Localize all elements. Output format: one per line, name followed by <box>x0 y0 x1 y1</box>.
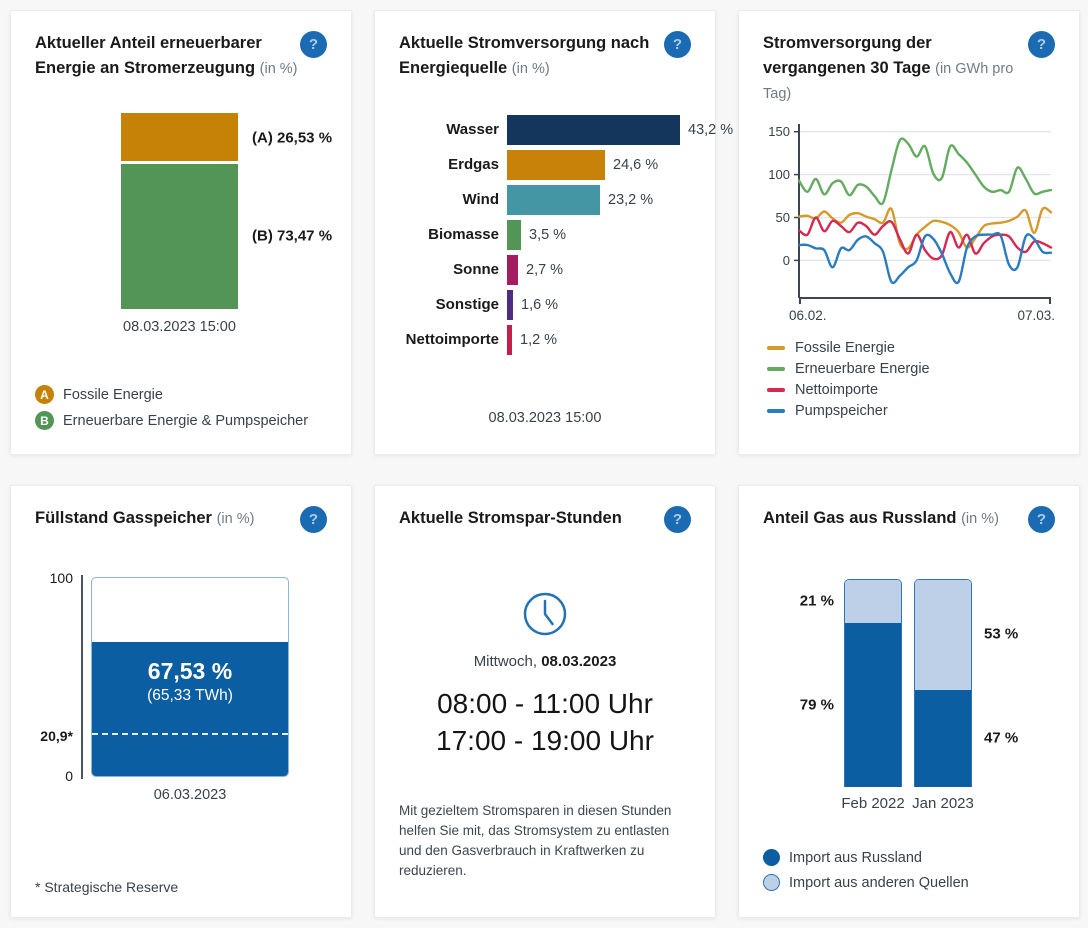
card-title-text: Aktuelle Stromspar-Stunden <box>399 509 622 527</box>
timestamp: 08.03.2023 15:00 <box>123 318 236 335</box>
card-title <box>763 506 1027 531</box>
value-label: 1,6 % <box>521 296 559 313</box>
bar-segment-fossil <box>121 113 238 165</box>
legend-label: Import aus Russland <box>789 849 922 866</box>
question-mark-icon: ? <box>308 511 319 528</box>
segment-other-sources <box>915 580 971 690</box>
legend <box>35 378 327 430</box>
card-title-text: Anteil Gas aus Russland <box>763 509 957 527</box>
help-button[interactable] <box>300 506 327 533</box>
card-renewable-share <box>10 10 352 455</box>
segment-label-a: (A) 26,53 % <box>252 129 333 147</box>
gauge-value-percent: 67,53 % <box>147 658 233 685</box>
card-title-unit: (in %) <box>259 60 298 77</box>
clock-icon <box>522 591 568 637</box>
value-bar <box>507 290 513 320</box>
category-label: Nettoimporte <box>405 331 499 348</box>
help-button[interactable] <box>1028 31 1055 58</box>
segment-other-sources <box>845 580 901 623</box>
value-label: 43,2 % <box>688 121 734 138</box>
legend-item <box>767 358 1055 379</box>
value-bar <box>507 325 512 355</box>
value-bar <box>507 220 521 250</box>
category-label: Wind <box>462 191 499 208</box>
card-title-unit: (in %) <box>511 60 550 77</box>
legend-item <box>767 400 1055 421</box>
card-title <box>35 31 299 81</box>
threshold-dashed-line <box>92 733 288 735</box>
card-header <box>399 31 691 81</box>
weekday-label: Mittwoch, <box>473 653 538 670</box>
time-range: 08:00 - 11:00 Uhr <box>437 688 653 719</box>
legend-color-dash <box>767 388 785 392</box>
supply-bar-row <box>399 150 691 180</box>
stacked-bar-jan-2023 <box>914 579 972 787</box>
legend-badge-b: B <box>35 411 54 430</box>
supply-bar-row <box>399 220 691 250</box>
axis-min-label: 0 <box>65 768 73 784</box>
legend-color-dash <box>767 346 785 350</box>
value-label: 53 % <box>984 625 1019 643</box>
y-axis-line <box>81 575 83 779</box>
card-header <box>399 506 691 533</box>
card-header <box>35 31 327 81</box>
category-label: Feb 2022 <box>841 795 905 812</box>
question-mark-icon: ? <box>672 511 683 528</box>
card-title <box>399 506 663 531</box>
footnote: * Strategische Reserve <box>35 879 179 895</box>
gauge-value <box>92 658 288 705</box>
legend-item <box>35 385 327 404</box>
date-label: 06.03.2023 <box>153 787 227 803</box>
gauge-container <box>91 577 289 777</box>
legend-item <box>763 849 1055 866</box>
legend-label: Fossile Energie <box>795 339 895 356</box>
right-value-labels <box>972 579 1055 787</box>
y-tick-label: 50 <box>775 210 790 226</box>
stacked-bar-feb-2022 <box>844 579 902 787</box>
card-title-text: Füllstand Gasspeicher <box>35 509 212 527</box>
card-header <box>763 506 1055 533</box>
category-label: Sonne <box>453 261 499 278</box>
value-bar <box>507 115 680 145</box>
stacked-columns-chart <box>763 579 1055 787</box>
card-title <box>763 31 1027 105</box>
x-tick-label: 07.03. <box>1017 308 1055 324</box>
legend-label: Pumpspeicher <box>795 402 888 419</box>
legend-badge-a: A <box>35 385 54 404</box>
axis-threshold-label: 20,9* <box>40 728 73 745</box>
supply-bar-row <box>399 255 691 285</box>
legend-item <box>767 337 1055 358</box>
category-label: Wasser <box>446 121 499 138</box>
x-tick-label: 06.02. <box>789 308 827 324</box>
card-title <box>399 31 663 81</box>
help-button[interactable] <box>664 31 691 58</box>
legend-label: Fossile Energie <box>63 386 163 403</box>
legend-color-dash <box>767 409 785 413</box>
gauge-chart <box>35 570 327 784</box>
left-value-labels <box>763 579 844 787</box>
legend-label: Import aus anderen Quellen <box>789 874 969 891</box>
legend-label: Erneuerbare Energie & Pumpspeicher <box>63 412 309 429</box>
y-tick-label: 100 <box>768 167 790 183</box>
saving-hours-times <box>399 686 691 760</box>
card-title-unit: (in %) <box>961 511 999 527</box>
time-range: 17:00 - 19:00 Uhr <box>436 724 654 756</box>
card-title <box>35 506 299 531</box>
segment-russia <box>915 690 971 787</box>
card-gas-storage <box>10 485 352 918</box>
value-label: 79 % <box>799 696 834 714</box>
value-bar <box>507 255 518 285</box>
card-title-unit: (in %) <box>216 511 255 527</box>
value-label: 24,6 % <box>613 156 659 173</box>
line-chart <box>763 121 1057 325</box>
bar-gap <box>902 579 914 787</box>
gauge-value-twh: (65,33 TWh) <box>147 687 233 705</box>
value-label: 2,7 % <box>526 261 564 278</box>
card-title-text: Aktuelle Stromversorgung nach Energiequelle <box>399 34 650 77</box>
card-supply-by-source <box>374 10 734 455</box>
description-text: Mit gezieltem Stromsparen in diesen Stunden helfen Sie mit, das Stromsystem zu entlasten und den Gasverbrauch in Kraftwerken zu reduzieren. <box>399 802 672 879</box>
value-label: 21 % <box>799 592 834 610</box>
horizontal-bar-chart <box>399 115 734 360</box>
card-header <box>35 506 327 533</box>
legend-label: Nettoimporte <box>795 381 879 398</box>
stacked-bar <box>121 113 238 309</box>
legend-item <box>35 411 327 430</box>
legend-color-dash <box>767 367 785 371</box>
value-label: 3,5 % <box>529 226 567 243</box>
value-label: 1,2 % <box>520 331 558 348</box>
current-date <box>399 653 691 670</box>
category-label: Biomasse <box>428 226 499 243</box>
supply-bar-row <box>399 115 734 145</box>
card-saving-hours <box>374 485 716 918</box>
card-title-text: Stromversorgung der vergangenen 30 Tage <box>763 34 932 77</box>
card-last-30-days <box>738 10 1080 455</box>
question-mark-icon: ? <box>1036 511 1047 528</box>
bar-segment-renewable <box>121 164 238 308</box>
y-axis-labels <box>35 570 81 784</box>
axis-max-label: 100 <box>49 570 73 586</box>
category-label: Sonstige <box>435 296 499 313</box>
category-label: Erdgas <box>448 156 499 173</box>
category-label: Jan 2023 <box>912 795 974 812</box>
y-tick-label: 150 <box>768 124 790 140</box>
legend-swatch-russia <box>763 849 780 866</box>
question-mark-icon: ? <box>672 36 683 53</box>
segment-label-b: (B) 73,47 % <box>252 227 333 245</box>
x-axis-labels <box>763 795 1055 812</box>
card-gas-from-russia <box>738 485 1080 918</box>
legend <box>763 841 1055 891</box>
help-button[interactable] <box>1028 506 1055 533</box>
card-title-text: Aktueller Anteil erneuerbarer Energie an Stromerzeugung <box>35 34 262 77</box>
question-mark-icon: ? <box>308 36 319 53</box>
legend-swatch-other <box>763 874 780 891</box>
card-header <box>763 31 1055 105</box>
legend-item <box>767 379 1055 400</box>
question-mark-icon: ? <box>1036 36 1047 53</box>
value-bar <box>507 185 600 215</box>
value-bar <box>507 150 605 180</box>
card-title-unit: (in GWh pro Tag) <box>763 60 1014 102</box>
timestamp: 08.03.2023 15:00 <box>488 410 602 426</box>
value-label: 47 % <box>984 729 1019 747</box>
supply-bar-row <box>399 185 691 215</box>
y-tick-label: 0 <box>782 253 790 269</box>
supply-bar-row <box>399 325 691 355</box>
legend-item <box>763 874 1055 891</box>
stacked-column-chart <box>121 113 381 309</box>
value-label: 23,2 % <box>608 191 654 208</box>
supply-bar-row <box>399 290 691 320</box>
help-button[interactable] <box>664 506 691 533</box>
legend <box>767 337 1055 421</box>
date-label: 08.03.2023 <box>541 653 617 670</box>
legend-label: Erneuerbare Energie <box>795 360 930 377</box>
segment-russia <box>845 623 901 787</box>
series-line <box>799 139 1051 205</box>
help-button[interactable] <box>300 31 327 58</box>
